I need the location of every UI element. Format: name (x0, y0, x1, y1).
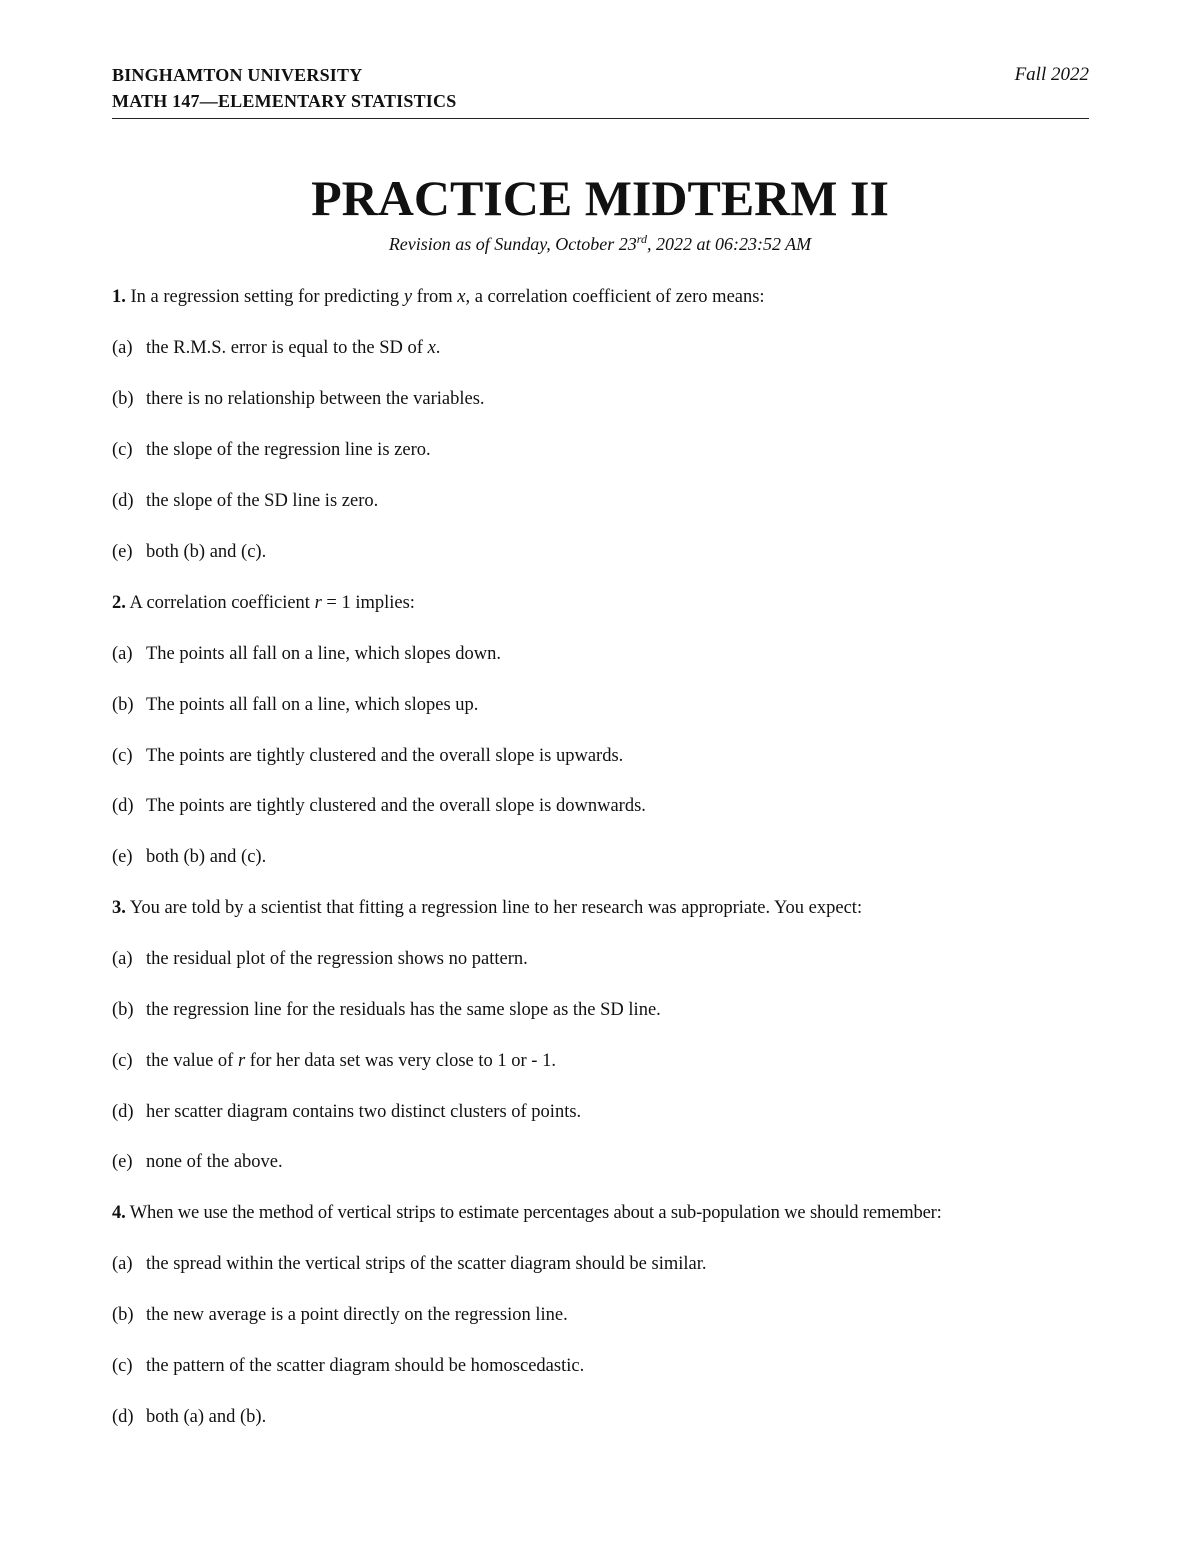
question-number: 3. (112, 898, 126, 918)
option-text: the R.M.S. error is equal to the SD of (146, 338, 428, 358)
page-header (112, 62, 1089, 119)
question-4-option-a (112, 1251, 707, 1277)
stem-var: r (314, 593, 322, 613)
stem-text: , a correlation coefficient of zero means: (465, 287, 765, 307)
option-label: (c) (112, 440, 133, 460)
revision-prefix: Revision as of Sunday, October 23 (388, 234, 637, 254)
option-label: (c) (112, 746, 133, 766)
option-text: both (b) and (c). (146, 847, 267, 867)
stem-text: When we use the method of vertical strips to estimate percentages about a sub-population we should remember: (125, 1203, 942, 1223)
option-text: the slope of the regression line is zero. (146, 440, 431, 460)
question-2-option-d (112, 793, 646, 819)
option-text: both (b) and (c). (146, 542, 267, 562)
stem-text: = 1 implies: (321, 593, 415, 613)
option-label: (d) (112, 1407, 134, 1427)
option-label: (a) (112, 1254, 133, 1274)
option-text: for her data set was very close to 1 or - 1. (245, 1051, 556, 1071)
option-text: . (435, 338, 441, 358)
option-var: r (237, 1051, 246, 1071)
stem-text: In a regression setting for predicting (125, 287, 404, 307)
option-label: (b) (112, 1000, 134, 1020)
option-text: the spread within the vertical strips of the scatter diagram should be similar. (146, 1254, 707, 1274)
option-label: (b) (112, 695, 134, 715)
stem-var: y (403, 287, 413, 307)
question-1-option-b (112, 386, 485, 412)
option-label: (e) (112, 542, 133, 562)
question-1-option-a (112, 335, 440, 361)
question-4-option-c (112, 1353, 584, 1379)
question-4-option-d (112, 1404, 266, 1430)
question-2-option-e (112, 844, 266, 870)
question-1-stem (112, 284, 765, 310)
question-number: 1. (112, 287, 126, 307)
revision-ordinal: rd (636, 232, 648, 246)
question-2-option-a (112, 641, 501, 667)
question-3-option-d (112, 1099, 581, 1125)
option-label: (b) (112, 389, 134, 409)
option-label: (c) (112, 1051, 133, 1071)
university-name: BINGHAMTON UNIVERSITY (112, 65, 363, 85)
question-1-option-d (112, 488, 378, 514)
option-text: both (a) and (b). (146, 1407, 267, 1427)
option-text: none of the above. (146, 1152, 283, 1172)
option-label: (e) (112, 1152, 133, 1172)
option-text: the new average is a point directly on the regression line. (146, 1305, 568, 1325)
question-3-option-e (112, 1149, 283, 1175)
option-label: (a) (112, 644, 133, 664)
stem-text: A correlation coefficient (125, 593, 315, 613)
stem-var: x (457, 287, 466, 307)
question-4-stem (112, 1200, 942, 1226)
option-text: The points all fall on a line, which slopes up. (146, 695, 479, 715)
option-text: there is no relationship between the variables. (146, 389, 485, 409)
option-text: the slope of the SD line is zero. (146, 491, 379, 511)
option-label: (e) (112, 847, 133, 867)
option-text: The points all fall on a line, which slopes down. (146, 644, 502, 664)
question-1-option-c (112, 437, 431, 463)
page-title: PRACTICE MIDTERM II (311, 170, 889, 226)
option-text: the pattern of the scatter diagram should be homoscedastic. (146, 1356, 585, 1376)
stem-text: from (412, 287, 458, 307)
option-text: the regression line for the residuals has the same slope as the SD line. (146, 1000, 661, 1020)
course-name: MATH 147—ELEMENTARY STATISTICS (112, 91, 457, 111)
option-label: (b) (112, 1305, 134, 1325)
option-label: (a) (112, 338, 133, 358)
option-text: The points are tightly clustered and the overall slope is downwards. (146, 796, 646, 816)
question-3-option-c (112, 1048, 556, 1074)
option-label: (c) (112, 1356, 133, 1376)
question-2-stem (112, 590, 415, 616)
question-3-option-b (112, 997, 661, 1023)
option-text: The points are tightly clustered and the overall slope is upwards. (146, 746, 624, 766)
option-text: her scatter diagram contains two distinct clusters of points. (146, 1102, 582, 1122)
option-var: x (427, 338, 436, 358)
question-number: 2. (112, 593, 126, 613)
revision-rest: , 2022 at 06:23:52 AM (647, 234, 812, 254)
question-number: 4. (112, 1203, 126, 1223)
option-text: the value of (146, 1051, 238, 1071)
question-2-option-c (112, 743, 623, 769)
option-label: (a) (112, 949, 133, 969)
question-2-option-b (112, 692, 478, 718)
option-label: (d) (112, 796, 134, 816)
revision-line (0, 226, 1200, 257)
question-1-option-e (112, 539, 266, 565)
option-label: (d) (112, 491, 134, 511)
question-4-option-b (112, 1302, 568, 1328)
stem-text: You are told by a scientist that fitting a regression line to her research was appropriate. You expect: (125, 898, 863, 918)
term-label: Fall 2022 (1014, 64, 1089, 85)
option-label: (d) (112, 1102, 134, 1122)
question-3-option-a (112, 946, 528, 972)
option-text: the residual plot of the regression shows no pattern. (146, 949, 528, 969)
question-3-stem (112, 895, 862, 921)
